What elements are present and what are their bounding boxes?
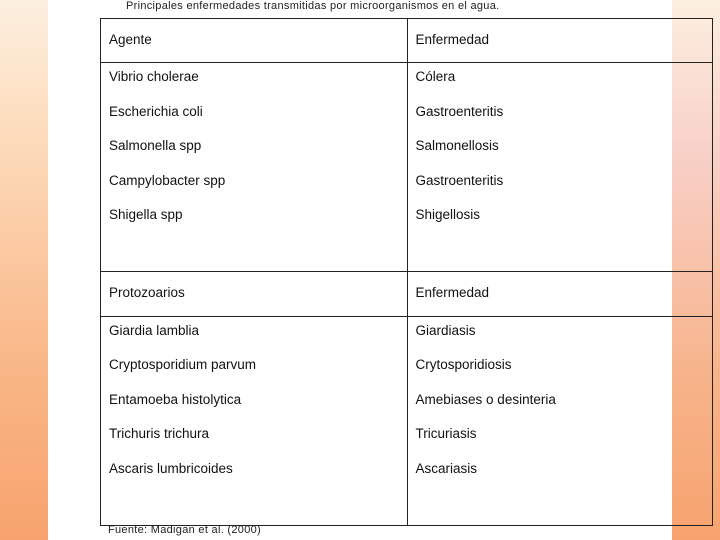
bacteria-diseases-cell (407, 63, 712, 272)
disease-item: Salmonellosis (415, 138, 499, 154)
agent-item: Salmonella spp (109, 138, 202, 154)
agent-header-cell (101, 19, 408, 63)
agent-item: Campylobacter spp (109, 172, 226, 188)
bacteria-header-row (101, 19, 713, 63)
disease-item: Gastroenteritis (415, 103, 504, 119)
protozoa-header-row (101, 272, 713, 316)
disease-item: Cólera (415, 69, 456, 85)
protozoa-header: Protozoarios (109, 285, 185, 301)
protozoa-disease-header: Enfermedad (415, 285, 490, 301)
agent-item: Escherichia coli (109, 103, 203, 119)
protozoa-item: Cryptosporidium parvum (109, 357, 257, 373)
agent-header: Agente (109, 32, 152, 47)
bacteria-agents-cell (101, 63, 408, 272)
protozoa-item: Trichuris trichura (109, 426, 210, 442)
protozoa-agents-cell (101, 316, 408, 525)
protozoa-item: Entamoeba histolytica (109, 391, 242, 407)
table-caption: Principales enfermedades transmitidas por microorganismos en el agua. (126, 0, 500, 12)
disease-header-cell (407, 19, 712, 63)
protozoa-body-row (101, 316, 713, 525)
protozoa-header-cell (101, 272, 408, 316)
document-page (48, 0, 672, 540)
diseases-table (100, 18, 713, 526)
disease-header: Enfermedad (415, 32, 490, 47)
agent-item: Vibrio cholerae (109, 69, 199, 85)
protozoa-disease-header-cell (407, 272, 712, 316)
protozoa-diseases-cell (407, 316, 712, 525)
source-footer: Fuente: Madigan et al. (2000) (108, 524, 262, 536)
protozoa-disease-item: Ascariasis (415, 460, 478, 476)
slide-background-left (0, 0, 48, 540)
agent-item: Shigella spp (109, 207, 183, 223)
protozoa-item: Giardia lamblia (109, 322, 200, 338)
protozoa-disease-item: Tricuriasis (415, 426, 477, 442)
bacteria-body-row (101, 63, 713, 272)
protozoa-item: Ascaris lumbricoides (109, 460, 233, 476)
protozoa-disease-item: Amebiases o desinteria (415, 391, 556, 407)
protozoa-disease-item: Crytosporidiosis (415, 357, 512, 373)
disease-item: Gastroenteritis (415, 172, 504, 188)
protozoa-disease-item: Giardiasis (415, 322, 476, 338)
disease-item: Shigellosis (415, 207, 481, 223)
